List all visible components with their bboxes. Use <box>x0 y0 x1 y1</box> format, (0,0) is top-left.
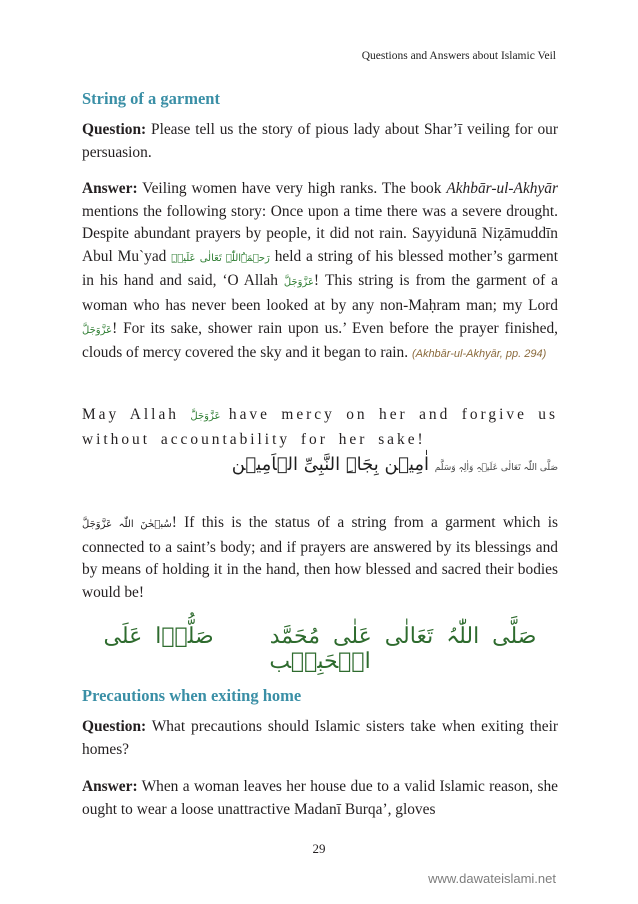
question-label: Question: <box>82 121 147 138</box>
durood <box>82 624 558 674</box>
section-string-of-garment-heading <box>82 89 558 109</box>
honorific-azza-wa-jall: عَزَّوَجَلَّ <box>190 411 221 422</box>
question-text: What precautions should Islamic sisters take when exiting their homes? <box>82 718 558 758</box>
question-2 <box>82 716 558 761</box>
answer-text: Veiling women have very high ranks. The book <box>137 180 447 197</box>
running-header: Questions and Answers about Islamic Veil <box>361 50 556 62</box>
answer-label: Answer: <box>82 778 138 795</box>
answer-text: ! This string is from the garment of a woman who has never been looked at by any non-Maḥram man; my Lord <box>82 272 559 314</box>
dua-arabic: اٰمِیۡن بِجَاہِ النَّبِیِّ الۡاَمِیۡن <box>231 454 430 475</box>
dua-salutation: صَلَّی اللّٰہ تَعَالٰی عَلَیۡہِ وَاٰلِہٖ وَسَلَّم <box>434 463 558 473</box>
book-title: Akhbār-ul-Akhyār <box>446 180 558 197</box>
website-link[interactable]: www.dawateislami.net <box>428 871 556 886</box>
status-paragraph <box>82 512 558 604</box>
question-1 <box>82 119 558 164</box>
answer-1 <box>82 178 558 366</box>
ameen-dua <box>82 454 558 475</box>
mercy-prayer <box>82 404 558 451</box>
answer-2 <box>82 776 558 821</box>
mercy-text: have mercy on her and forgive us without accountability for her sake! <box>82 406 558 448</box>
question-label: Question: <box>82 718 147 735</box>
subhanallah-arabic: سُبۡحٰنَ اللّٰہ عَزَّوَجَلَّ <box>82 519 172 530</box>
question-text: Please tell us the story of pious lady about Shar’ī veiling for our persuasion. <box>82 121 558 161</box>
durood-part1: صَلُّوۡا عَلَی الۡحَبِیۡب <box>103 624 371 674</box>
page-number: 29 <box>312 841 326 856</box>
section-heading: Precautions when exiting home <box>82 686 302 705</box>
honorific-rahmatullah: رَحۡمَۃُاللّٰہِ تَعَالٰی عَلَیۡہِ <box>171 252 270 264</box>
honorific-azza-wa-jall: عَزَّوَجَلَّ <box>283 277 314 289</box>
answer-text: ! For its sake, shower rain upon us.’ Even before the prayer finished, clouds of mercy covered the sky and it began to rain. <box>82 319 558 362</box>
answer-text: mentions the following story: Once upon a time there was a severe drought. Despite abundant prayers by people, it did not rain. Sayyidunā Niẓāmuddīn Abul Mu`yad <box>82 202 558 265</box>
honorific-azza-wa-jall: عَزَّوَجَلَّ <box>82 324 113 336</box>
answer-label: Answer: <box>82 180 138 197</box>
mercy-text: May Allah <box>82 406 191 423</box>
answer-text: held a string of his blessed mother’s garment in his hand and said, ‘O Allah <box>82 247 558 290</box>
section-heading: String of a garment <box>82 89 220 108</box>
reference-citation: (Akhbār-ul-Akhyār, pp. 294) <box>411 348 547 361</box>
status-text: ! If this is the status of a string from a garment which is connected to a saint’s body; and if prayers are answered by its blessings and by means of holding it in the hand, then how blessed and sacred their bodies would be! <box>82 514 558 601</box>
section-precautions-heading <box>82 686 558 706</box>
durood-part2: صَلَّی اللّٰہُ تَعَالٰی عَلٰی مُحَمَّد <box>269 624 537 649</box>
answer-text: When a woman leaves her house due to a valid Islamic reason, she ought to wear a loose unattractive Madanī Burqa’, gloves <box>82 778 558 818</box>
